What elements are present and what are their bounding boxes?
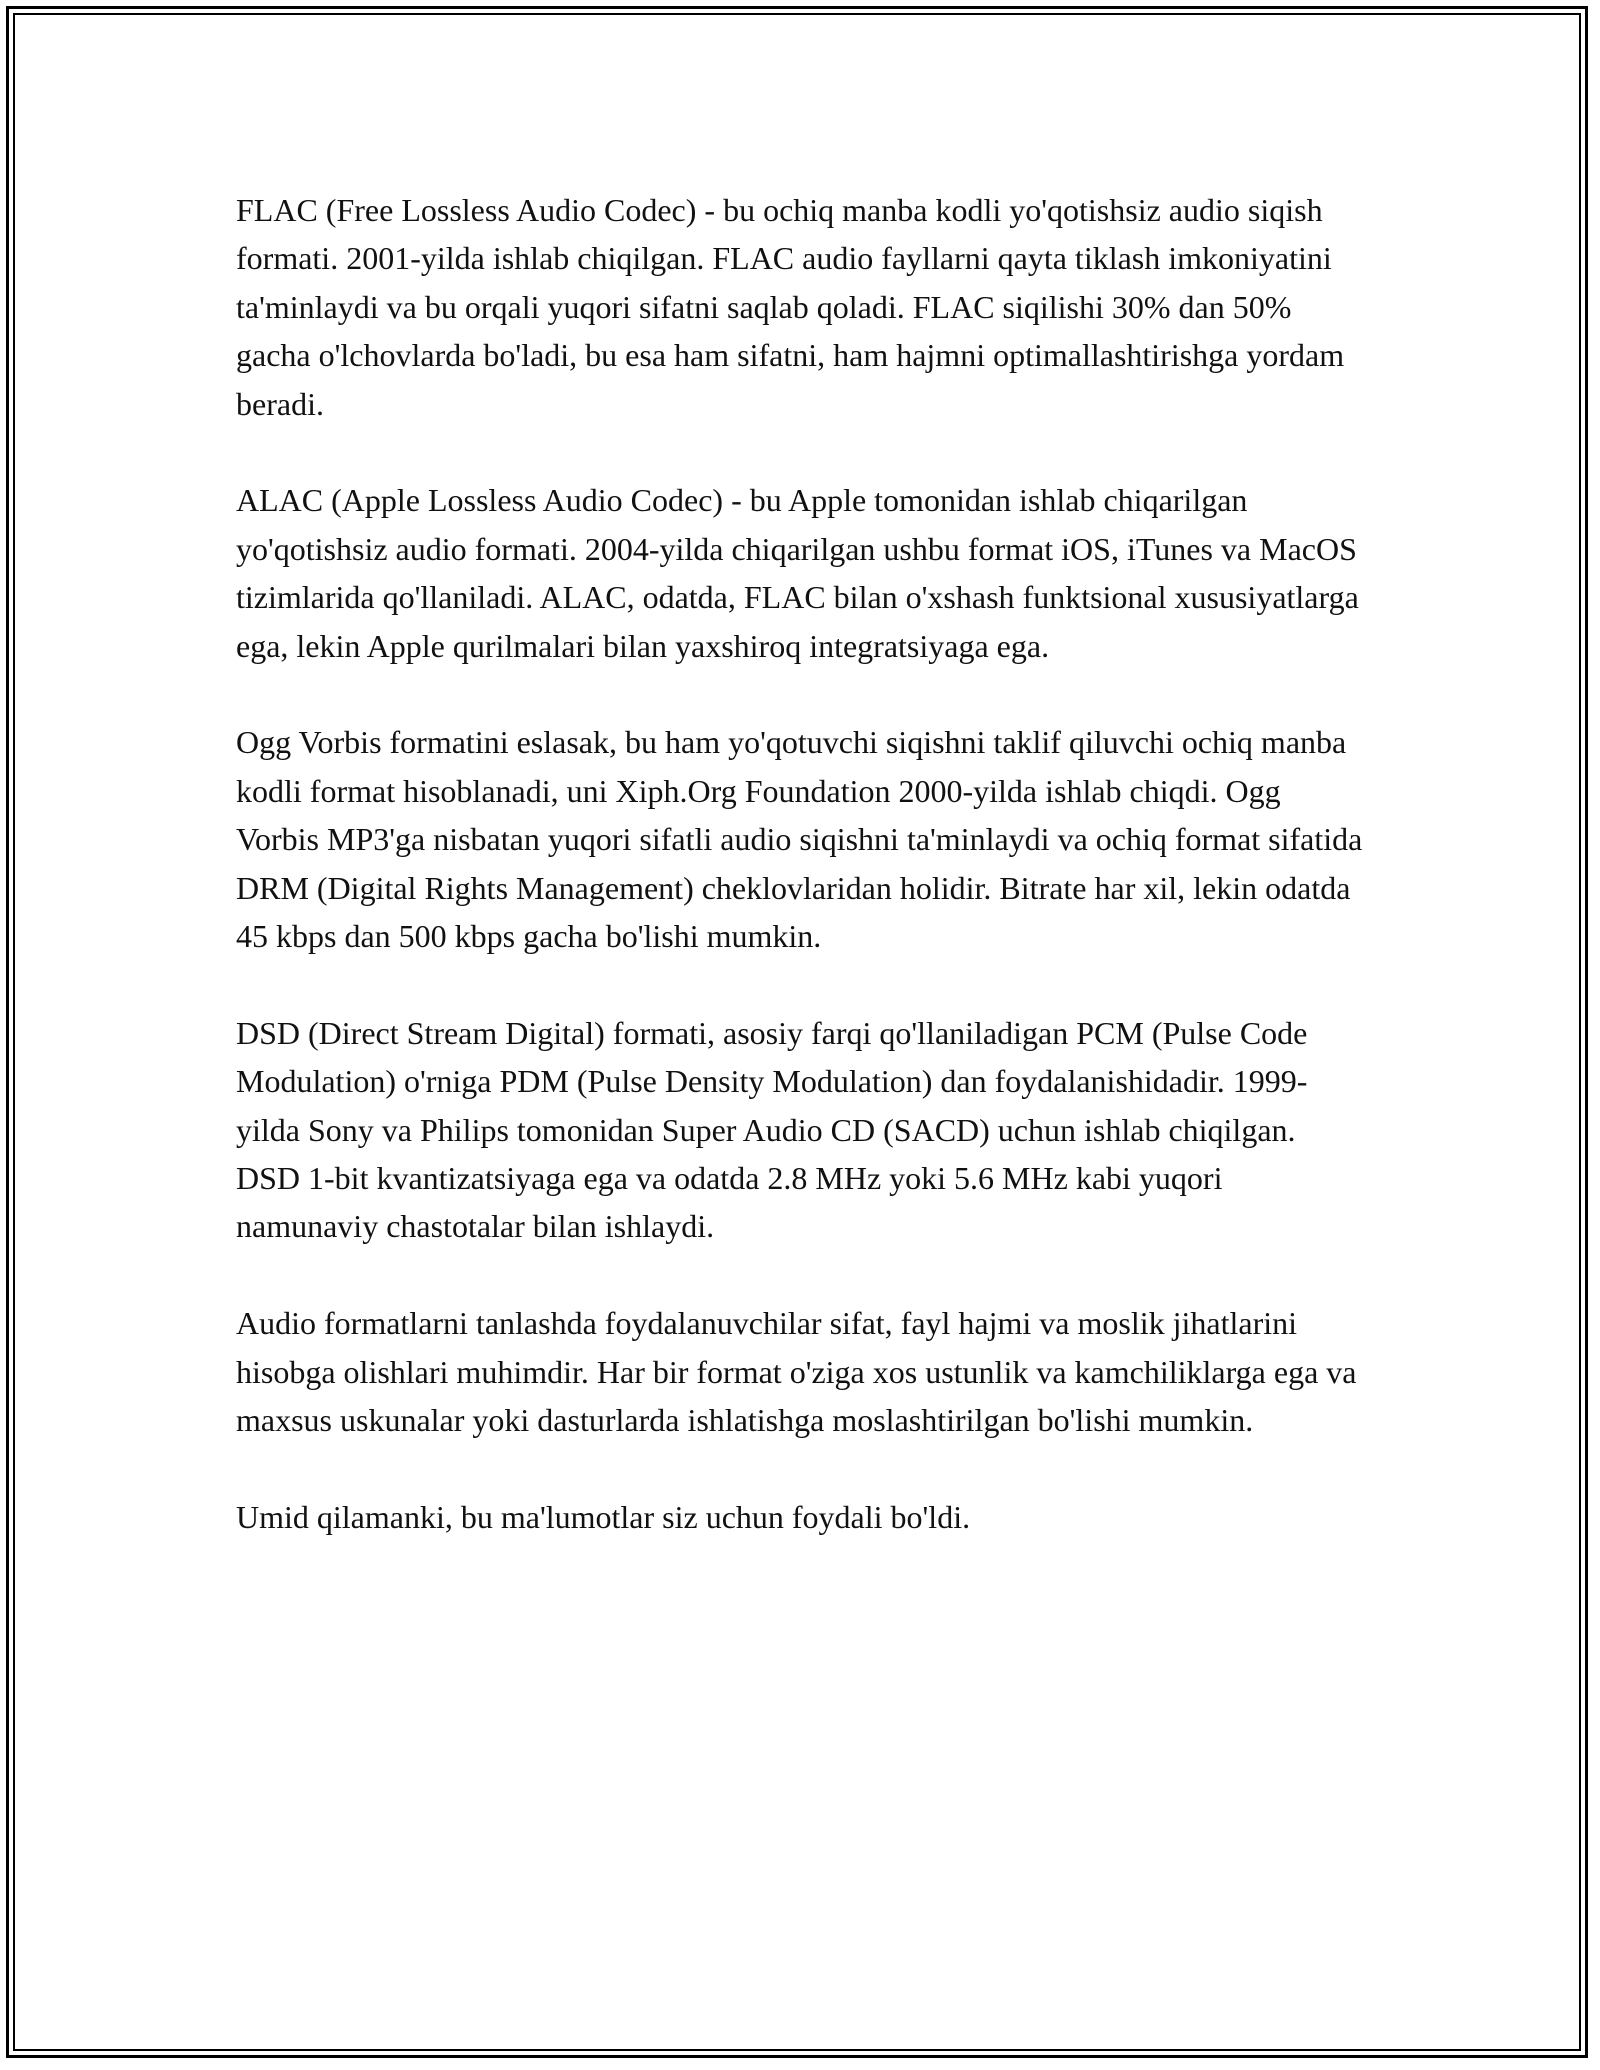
- paragraph-closing: Umid qilamanki, bu ma'lumotlar siz uchun foydali bo'ldi.: [236, 1498, 971, 1535]
- paragraph-dsd: DSD (Direct Stream Digital) formati, asosiy farqi qo'llaniladigan PCM (Pulse Code Modulation) o'rniga PDM (Pulse Density Modulation) dan foydalanishidadir. 1999-yilda Sony va Philips tomonidan Super Audio CD (SACD) uchun ishlab chiqilgan. DSD 1-bit kvantizatsiyaga ega va odatda 2.8 MHz yoki 5.6 MHz kabi yuqori namunaviy chastotalar bilan ishlaydi.: [236, 1014, 1308, 1245]
- paragraph-flac: FLAC (Free Lossless Audio Codec) - bu ochiq manba kodli yo'qotishsiz audio siqish formati. 2001-yilda ishlab chiqilgan. FLAC audio fayllarni qayta tiklash imkoniyatini ta'minlaydi va bu orqali yuqori sifatni saqlab qoladi. FLAC siqilishi 30% dan 50% gacha o'lchovlarda bo'ladi, bu esa ham sifatni, ham hajmni optimallashtirishga yordam beradi.: [236, 192, 1345, 422]
- paragraph-format-choice: Audio formatlarni tanlashda foydalanuvchilar sifat, fayl hajmi va moslik jihatlarini hisobga olishlari muhimdir. Har bir format o'ziga xos ustunlik va kamchiliklarga ega va maxsus uskunalar yoki dasturlarda ishlatishga moslashtirilgan bo'lishi mumkin.: [236, 1305, 1357, 1439]
- paragraph-ogg-vorbis: Ogg Vorbis formatini eslasak, bu ham yo'qotuvchi siqishni taklif qiluvchi ochiq manba kodli format hisoblanadi, uni Xiph.Org Foundation 2000-yilda ishlab chiqdi. Ogg Vorbis MP3'ga nisbatan yuqori sifatli audio siqishni ta'minlaydi va ochiq format sifatida DRM (Digital Rights Management) cheklovlaridan holidir. Bitrate har xil, lekin odatda 45 kbps dan 500 kbps gacha bo'lishi mumkin.: [236, 724, 1363, 955]
- paragraph-alac: ALAC (Apple Lossless Audio Codec) - bu Apple tomonidan ishlab chiqarilgan yo'qotishsiz audio formati. 2004-yilda chiqarilgan ushbu format iOS, iTunes va MacOS tizimlarida qo'llaniladi. ALAC, odatda, FLAC bilan o'xshash funktsional xususiyatlarga ega, lekin Apple qurilmalari bilan yaxshiroq integratsiyaga ega.: [236, 482, 1359, 664]
- document-body: [236, 186, 1366, 1590]
